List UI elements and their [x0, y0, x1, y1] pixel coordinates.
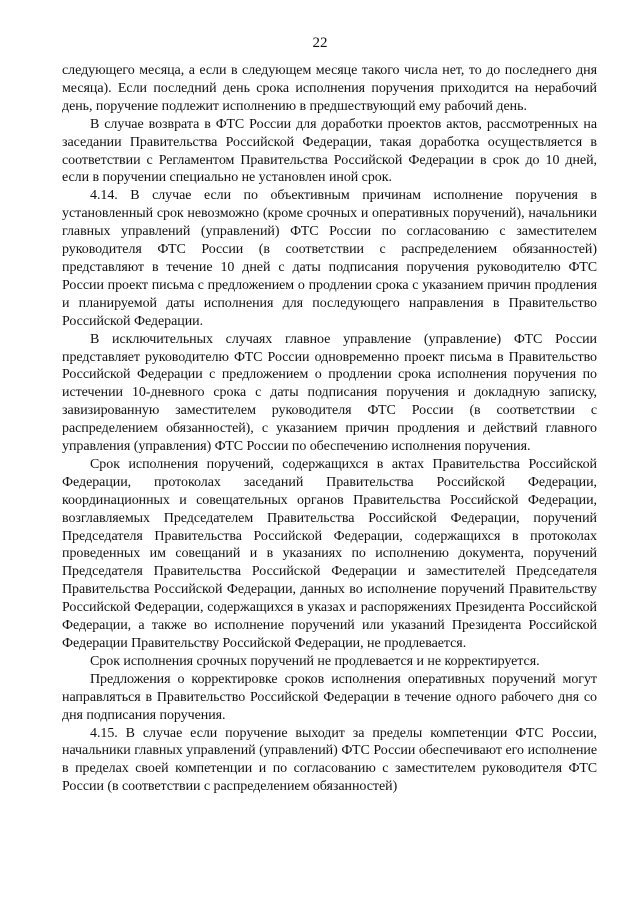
page-number: 22 — [312, 35, 328, 51]
paragraph-exceptional-cases: В исключительных случаях главное управление (управление) ФТС России представляет руководителю ФТС России одновременно проект письма в Правительство Российской Федерации с предложением о продлении срока исполнения поручения по истечении 10-дневного срока с даты подписания поручения и докладную записку, завизированную заместителем руководителя ФТС России (в соответствии с распределением обязанностей), с указанием причин продления и действий главного управления (управления) ФТС России по обеспечению исполнения поручения. — [62, 331, 597, 455]
paragraph-operational-orders: Предложения о корректировке сроков исполнения оперативных поручений могут направляться в Правительство Российской Федерации в течение одного рабочего дня со дня подписания поручения. — [62, 671, 597, 723]
paragraph-term-not-extended: Срок исполнения поручений, содержащихся в актах Правительства Российской Федерации, протоколах заседаний Правительства Российской Федерации, координационных и совещательных органов Правительства Российской Федерации, возглавляемых Председателем Правительства Российской Федерации, поручений Председателя Правительства Российской Федерации, содержащихся в протоколах проведенных им совещаний и в указаниях по исполнению документа, поручений Председателя Правительства Российской Федерации и заместителей Председателя Правительства Российской Федерации, данных во исполнение поручений Правительству Российской Федерации, содержащихся в указах и распоряжениях Президента Российской Федерации, а также во исполнение поручений или указаний Президента Российской Федерации Правительству Российской Федерации, не продлевается. — [62, 456, 597, 651]
paragraph-continuation: следующего месяца, а если в следующем месяце такого числа нет, то до последнего дня месяца). Если последний день срока исполнения поручения приходится на нерабочий день, поручение подлежит исполнению в предшествующий ему рабочий день. — [62, 63, 597, 114]
paragraph-urgent-orders: Срок исполнения срочных поручений не продлевается и не корректируется. — [90, 653, 540, 669]
paragraph-section-4-15: 4.15. В случае если поручение выходит за пределы компетенции ФТС России, начальники главных управлений (управлений) ФТС России обеспечивают его исполнение в пределах своей компетенции и по согласованию с заместителем руководителя ФТС России (в соответствии с распределением обязанностей) — [62, 725, 597, 795]
document-body — [62, 62, 597, 796]
paragraph-section-4-14: 4.14. В случае если по объективным причинам исполнение поручения в установленный срок невозможно (кроме срочных и оперативных поручений), начальники главных управлений (управлений) ФТС России по согласованию с заместителем руководителя ФТС России (в соответствии с распределением обязанностей) представляют в течение 10 дней с даты подписания поручения руководителю ФТС России проект письма с предложением о продлении срока с указанием причин продления и планируемой даты исполнения для последующего направления в Правительство Российской Федерации. — [62, 188, 597, 329]
paragraph-return-for-revision: В случае возврата в ФТС России для доработки проектов актов, рассмотренных на заседании Правительства Российской Федерации, такая доработка осуществляется в соответствии с Регламентом Правительства Российской Федерации в срок до 10 дней, если в поручении специально не установлен иной срок. — [62, 116, 597, 186]
